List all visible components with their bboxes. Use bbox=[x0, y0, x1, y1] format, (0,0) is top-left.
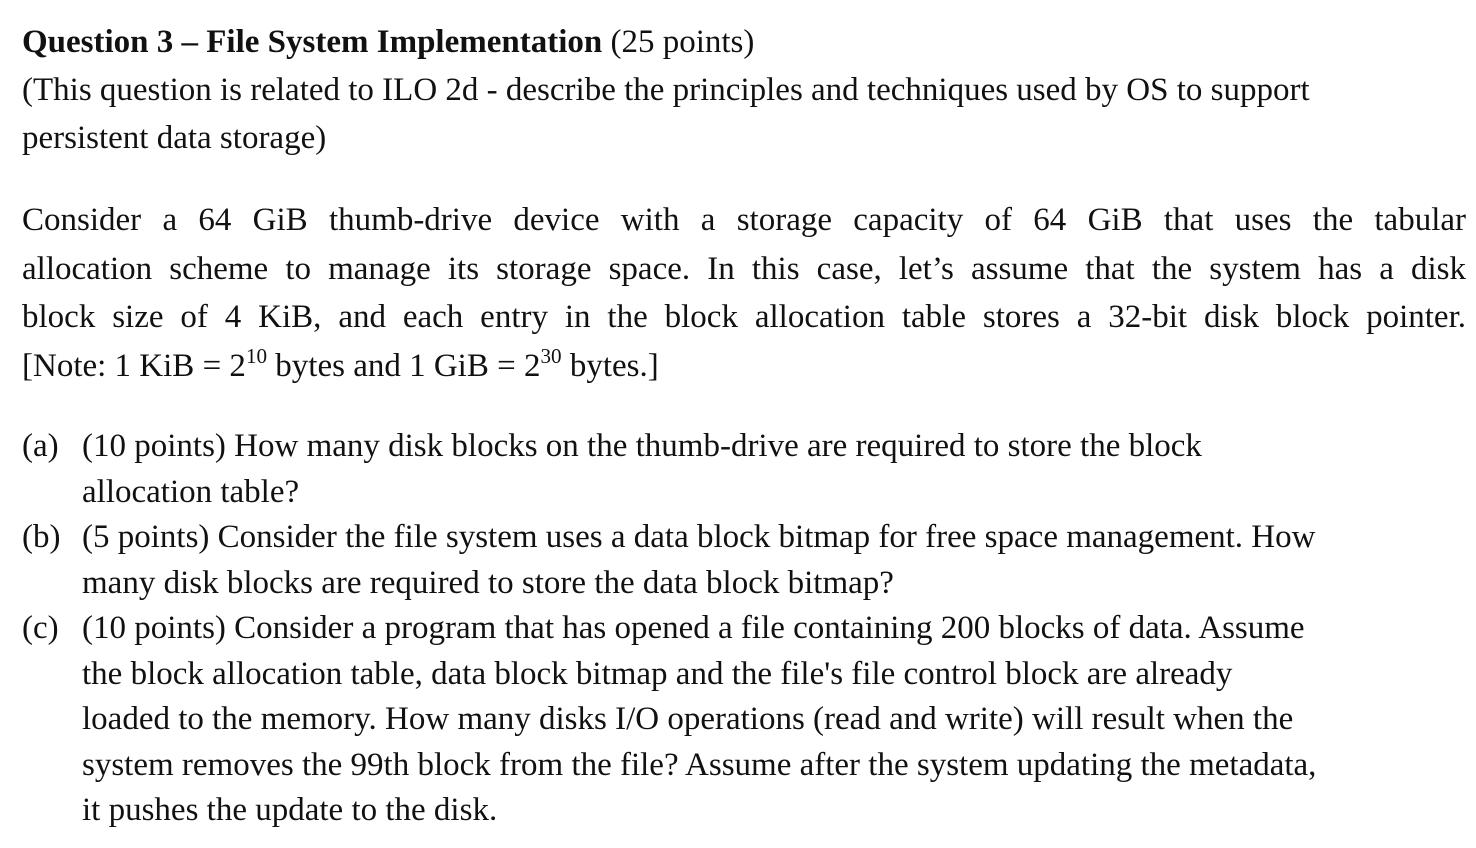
ilo-line: persistent data storage) bbox=[22, 120, 327, 156]
sub-question-b bbox=[22, 515, 1466, 606]
question-points: (25 points) bbox=[610, 24, 755, 60]
exponent: 10 bbox=[245, 343, 268, 368]
unit-note bbox=[22, 342, 1466, 391]
sub-question-line: the block allocation table, data block bitmap and the file's file control block are already bbox=[82, 655, 1233, 692]
sub-question-line: many disk blocks are required to store the data block bitmap? bbox=[82, 564, 894, 601]
sub-question-line: (10 points) How many disk blocks on the thumb-drive are required to store the block bbox=[82, 428, 1202, 464]
unit-note-text: [Note: 1 KiB = 2 bbox=[22, 347, 246, 384]
sub-question-label: (b) bbox=[22, 519, 61, 555]
sub-question-line: it pushes the update to the disk. bbox=[82, 792, 498, 828]
exponent: 30 bbox=[540, 343, 562, 368]
sub-question-line: allocation table? bbox=[82, 473, 300, 510]
problem-statement bbox=[22, 196, 1466, 390]
question-title bbox=[22, 18, 1466, 66]
unit-note-text: bytes and 1 GiB = 2 bbox=[267, 347, 541, 384]
sub-question-label: (a) bbox=[22, 428, 59, 464]
sub-question-line: loaded to the memory. How many disks I/O operations (read and write) will result when the bbox=[82, 701, 1294, 737]
sub-question-line: (5 points) Consider the file system uses a data block bitmap for free space management. How bbox=[82, 519, 1316, 555]
sub-question-c bbox=[22, 606, 1466, 834]
problem-line: block size of 4 KiB, and each entry in the block allocation table stores a 32-bit disk block pointer. bbox=[22, 299, 1466, 335]
problem-line: Consider a 64 GiB thumb-drive device with a storage capacity of 64 GiB that uses the tabular bbox=[22, 202, 1466, 238]
ilo-statement bbox=[22, 66, 1466, 162]
unit-note-text: bytes.] bbox=[561, 347, 659, 384]
problem-line: allocation scheme to manage its storage space. In this case, let’s assume that the system has a disk bbox=[22, 250, 1466, 287]
sub-question-label: (c) bbox=[22, 610, 59, 646]
sub-question-text bbox=[82, 606, 1466, 834]
ilo-line: (This question is related to ILO 2d - describe the principles and techniques used by OS to support bbox=[22, 72, 1310, 108]
question-heading: Question 3 – File System Implementation bbox=[22, 24, 603, 60]
sub-question-line: system removes the 99th block from the file? Assume after the system updating the metadata, bbox=[82, 746, 1317, 783]
sub-question-a bbox=[22, 424, 1466, 515]
sub-question-line: (10 points) Consider a program that has opened a file containing 200 blocks of data. Assume bbox=[82, 610, 1305, 646]
sub-question-text bbox=[82, 424, 1466, 515]
sub-question-text bbox=[82, 515, 1466, 606]
sub-question-list bbox=[22, 424, 1466, 834]
